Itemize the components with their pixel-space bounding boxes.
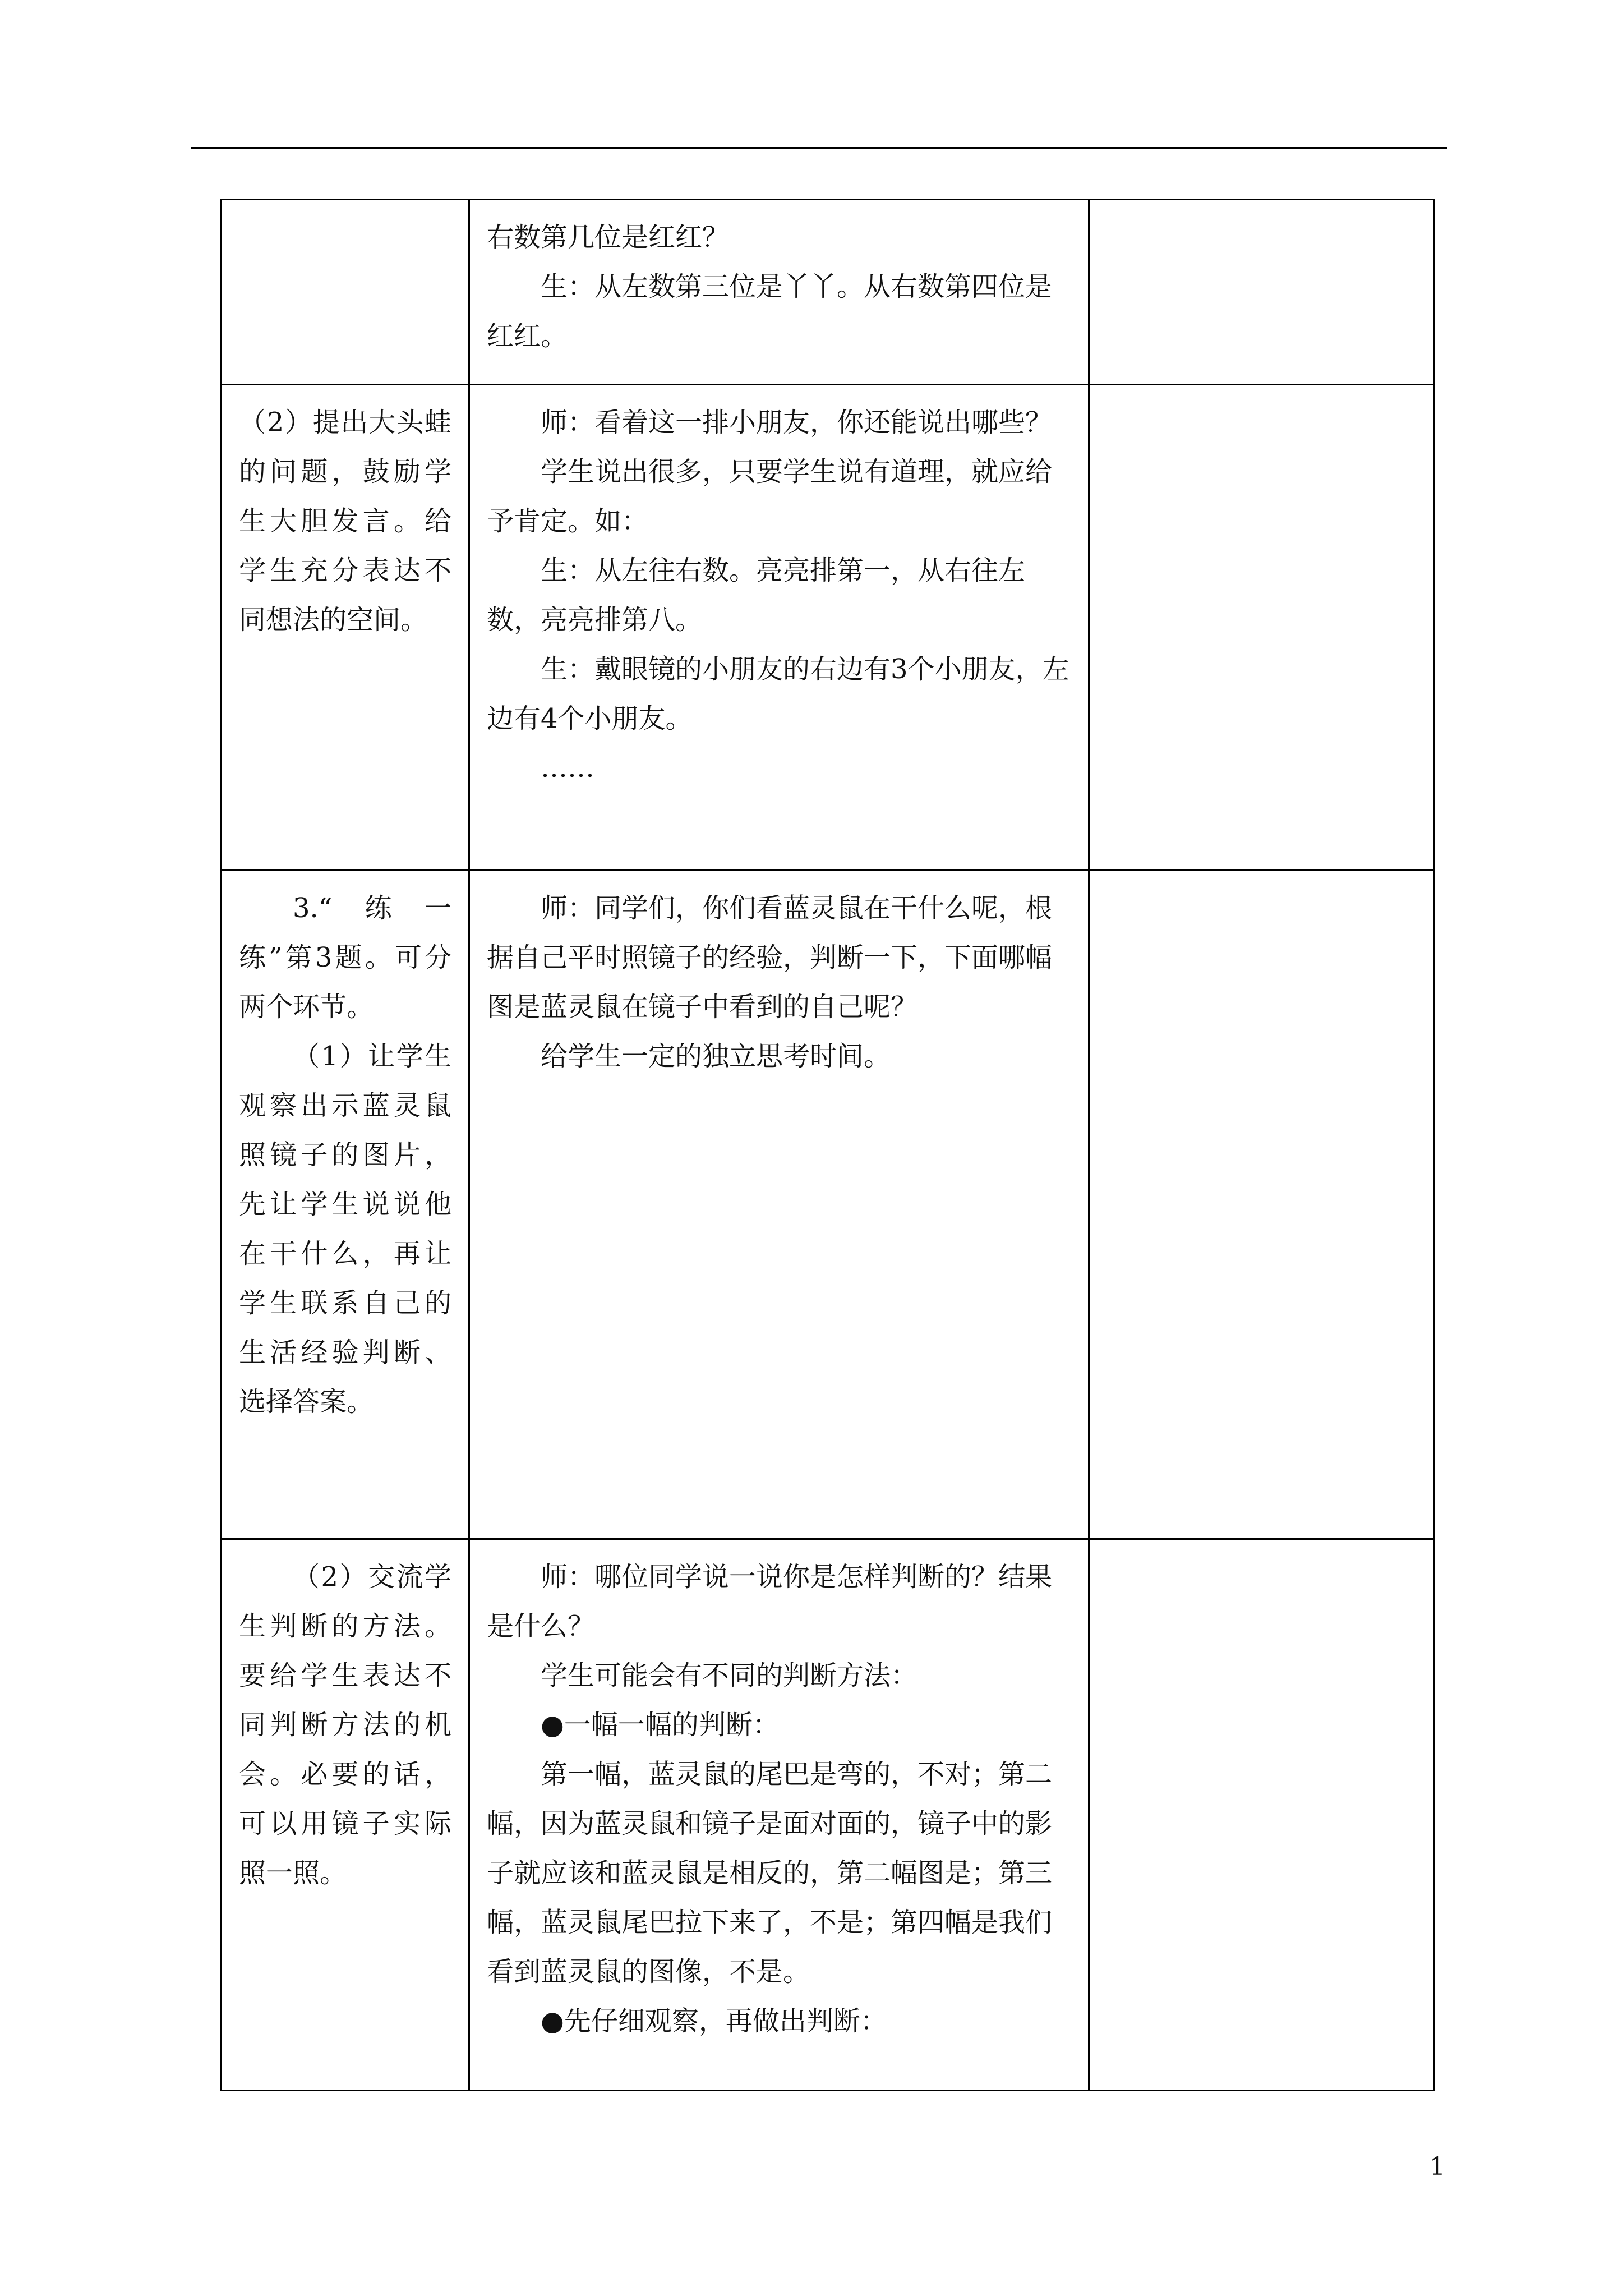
note-text: 3.“练一练”第3题。可分两个环节。	[239, 892, 451, 1023]
ellipsis: ……	[541, 752, 594, 784]
content-cell	[469, 1539, 1089, 2091]
remarks-cell	[1089, 385, 1435, 871]
note-text: （2）交流学生判断的方法。要给学生表达不同判断方法的机会。必要的话，可以用镜子实际照一照。	[239, 1561, 451, 1889]
remarks-cell	[1089, 871, 1435, 1539]
paragraph: 右数第几位是红红？	[487, 222, 730, 253]
remarks-cell	[1089, 200, 1435, 385]
lesson-plan-table	[220, 199, 1435, 2091]
bullet-item: ●一幅一幅的判断：	[541, 1709, 780, 1741]
content-cell	[469, 385, 1089, 871]
table-row	[222, 1539, 1435, 2091]
paragraph: 学生可能会有不同的判断方法：	[541, 1660, 918, 1691]
paragraph: 师：看着这一排小朋友，你还能说出哪些？	[541, 407, 1053, 438]
notes-cell	[222, 871, 469, 1539]
content-cell	[469, 200, 1089, 385]
notes-cell	[222, 200, 469, 385]
paragraph: 生：从左往右数。亮亮排第一，从右往左数，亮亮排第八。	[487, 555, 1026, 636]
table-row	[222, 385, 1435, 871]
page-number: 1	[1430, 2152, 1445, 2181]
paragraph: 生：从左数第三位是丫丫。从右数第四位是红红。	[487, 271, 1053, 352]
table-row	[222, 871, 1435, 1539]
paragraph: 第一幅，蓝灵鼠的尾巴是弯的，不对；第二幅，因为蓝灵鼠和镜子是面对面的，镜子中的影子就应该和蓝灵鼠是相反的，第二幅图是；第三幅，蓝灵鼠尾巴拉下来了，不是；第四幅是我们看到蓝灵鼠的图像，不是。	[487, 1759, 1053, 1987]
paragraph: 师：哪位同学说一说你是怎样判断的？结果是什么？	[487, 1561, 1053, 1642]
paragraph: 生：戴眼镜的小朋友的右边有3个小朋友，左边有4个小朋友。	[487, 654, 1069, 734]
bullet-item: ●先仔细观察，再做出判断：	[541, 2005, 887, 2037]
paragraph: 学生说出很多，只要学生说有道理，就应给予肯定。如：	[487, 456, 1053, 537]
notes-cell	[222, 1539, 469, 2091]
table-row	[222, 200, 1435, 385]
remarks-cell	[1089, 1539, 1435, 2091]
content-cell	[469, 871, 1089, 1539]
notes-cell	[222, 385, 469, 871]
note-text: （1）让学生观察出示蓝灵鼠照镜子的图片，先让学生说说他在干什么，再让学生联系自己的生活经验判断、选择答案。	[239, 1041, 451, 1418]
header-rule	[191, 147, 1447, 149]
note-text: （2）提出大头蛙的问题，鼓励学生大胆发言。给学生充分表达不同想法的空间。	[239, 407, 451, 636]
paragraph: 师：同学们，你们看蓝灵鼠在干什么呢，根据自己平时照镜子的经验，判断一下，下面哪幅图是蓝灵鼠在镜子中看到的自己呢？	[487, 892, 1053, 1023]
paragraph: 给学生一定的独立思考时间。	[541, 1041, 891, 1072]
